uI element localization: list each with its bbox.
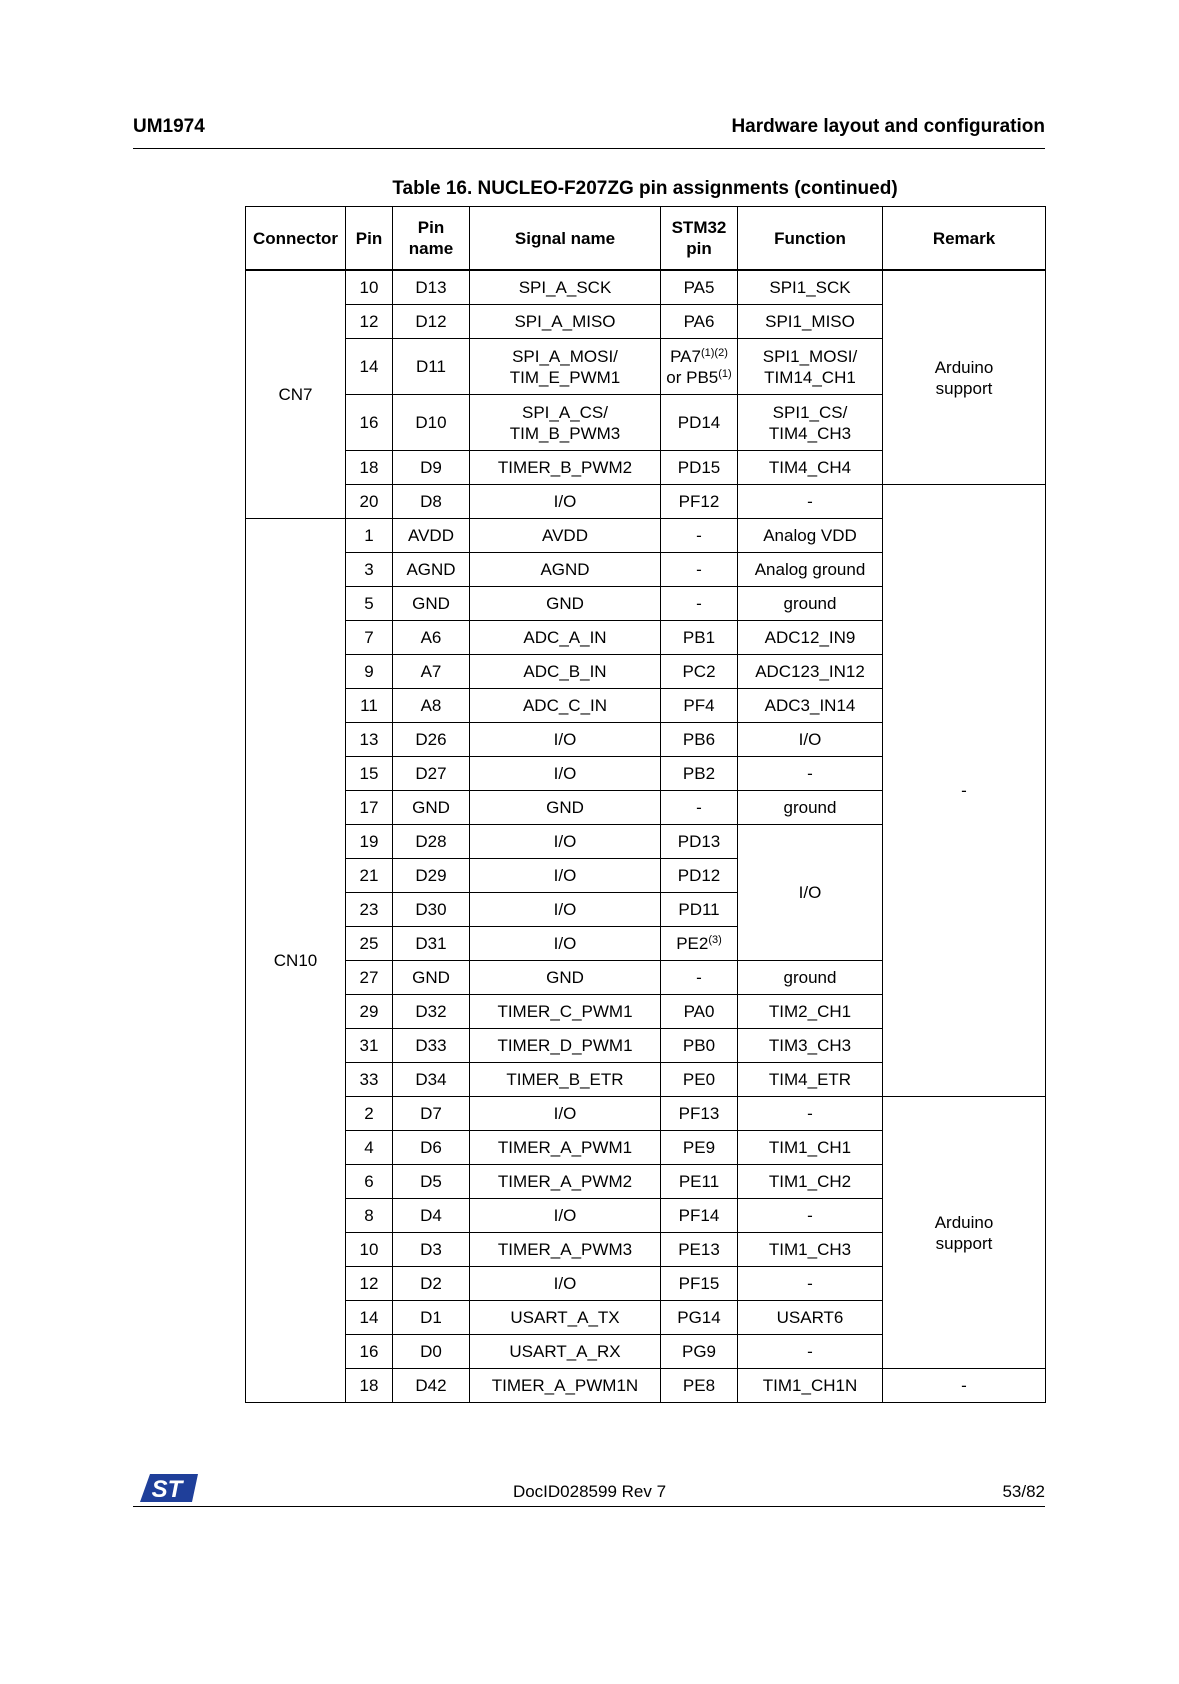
stm32-pin-cell: PC2	[661, 655, 738, 689]
function-cell: -	[738, 757, 883, 791]
header-divider	[133, 148, 1045, 149]
pin-cell: 18	[346, 451, 393, 485]
function-cell: Analog VDD	[738, 519, 883, 553]
table-row	[246, 1369, 1046, 1403]
document-code: UM1974	[133, 116, 205, 137]
signal-cell: AGND	[470, 553, 661, 587]
pin-name-cell: D13	[393, 270, 470, 305]
stm32-pin-cell: $PA7^{(1)(2)}$ or PB5$^{(1)}$	[661, 339, 738, 395]
stm32-pin-cell: PE0	[661, 1063, 738, 1097]
pin-cell: 14	[346, 339, 393, 395]
stm32-pin-cell: -	[661, 587, 738, 621]
pin-cell: 16	[346, 1335, 393, 1369]
function-cell: -	[738, 485, 883, 519]
pin-name-cell: A8	[393, 689, 470, 723]
pin-name-cell: D8	[393, 485, 470, 519]
pin-cell: 11	[346, 689, 393, 723]
remark-cell: Arduino support	[883, 270, 1046, 485]
signal-cell: GND	[470, 791, 661, 825]
function-cell: TIM4_ETR	[738, 1063, 883, 1097]
function-cell: ground	[738, 587, 883, 621]
pin-name-cell: A7	[393, 655, 470, 689]
remark-cell: -	[883, 485, 1046, 1097]
stm32-pin-cell: PD14	[661, 395, 738, 451]
stm32-pin-cell: PB0	[661, 1029, 738, 1063]
function-cell: -	[738, 1097, 883, 1131]
pin-name-cell: GND	[393, 961, 470, 995]
function-cell: -	[738, 1199, 883, 1233]
pin-cell: 2	[346, 1097, 393, 1131]
stm32-pin-cell: PE13	[661, 1233, 738, 1267]
document-id: DocID028599 Rev 7	[512, 1482, 667, 1501]
pin-cell: 20	[346, 485, 393, 519]
stm32-pin-cell: PD15	[661, 451, 738, 485]
function-cell: TIM2_CH1	[738, 995, 883, 1029]
pin-cell: 9	[346, 655, 393, 689]
pin-name-cell: D7	[393, 1097, 470, 1131]
pin-name-cell: D5	[393, 1165, 470, 1199]
signal-cell: SPI_A_CS/ TIM_B_PWM3	[470, 395, 661, 451]
pin-name-cell: GND	[393, 791, 470, 825]
stm32-pin-cell: PD12	[661, 859, 738, 893]
pin-cell: 1	[346, 519, 393, 553]
function-cell: TIM4_CH4	[738, 451, 883, 485]
pin-name-cell: D29	[393, 859, 470, 893]
stm32-pin-cell: PE2$^{(3)}$	[661, 927, 738, 961]
function-cell: SPI1_MOSI/ TIM14_CH1	[738, 339, 883, 395]
pin-cell: 18	[346, 1369, 393, 1403]
col-connector: Connector	[246, 207, 346, 271]
stm32-pin-cell: PB6	[661, 723, 738, 757]
connector-cell: CN10	[246, 519, 346, 1403]
pin-cell: 13	[346, 723, 393, 757]
signal-cell: I/O	[470, 485, 661, 519]
signal-cell: GND	[470, 587, 661, 621]
signal-cell: TIMER_C_PWM1	[470, 995, 661, 1029]
pin-name-cell: D0	[393, 1335, 470, 1369]
stm32-pin-cell: PG9	[661, 1335, 738, 1369]
col-pin-name: Pin name	[393, 207, 470, 271]
stm32-pin-cell: PE8	[661, 1369, 738, 1403]
signal-cell: I/O	[470, 1267, 661, 1301]
pin-cell: 3	[346, 553, 393, 587]
stm32-pin-cell: -	[661, 519, 738, 553]
table-header-row	[246, 207, 1046, 271]
pin-cell: 4	[346, 1131, 393, 1165]
stm32-pin-cell: PA5	[661, 270, 738, 305]
stm32-pin-cell: PD13	[661, 825, 738, 859]
pin-cell: 10	[346, 1233, 393, 1267]
signal-cell: I/O	[470, 1097, 661, 1131]
signal-cell: I/O	[470, 723, 661, 757]
stm32-pin-cell: PE11	[661, 1165, 738, 1199]
pin-name-cell: D26	[393, 723, 470, 757]
signal-cell: SPI_A_MOSI/ TIM_E_PWM1	[470, 339, 661, 395]
pin-cell: 12	[346, 1267, 393, 1301]
signal-cell: SPI_A_MISO	[470, 305, 661, 339]
pin-name-cell: D31	[393, 927, 470, 961]
pin-name-cell: D32	[393, 995, 470, 1029]
pin-name-cell: GND	[393, 587, 470, 621]
function-cell: TIM1_CH3	[738, 1233, 883, 1267]
pin-cell: 21	[346, 859, 393, 893]
function-cell: SPI1_CS/ TIM4_CH3	[738, 395, 883, 451]
svg-text:ST: ST	[151, 1476, 183, 1503]
table-title: Table 16. NUCLEO-F207ZG pin assignments (continued)	[392, 178, 898, 199]
stm32-pin-cell: PA0	[661, 995, 738, 1029]
pin-cell: 29	[346, 995, 393, 1029]
function-cell: TIM1_CH1	[738, 1131, 883, 1165]
table-row	[246, 270, 1046, 305]
col-remark: Remark	[883, 207, 1046, 271]
pin-name-cell: D1	[393, 1301, 470, 1335]
col-pin: Pin	[346, 207, 393, 271]
stm32-pin-cell: -	[661, 791, 738, 825]
stm32-pin-cell: PF4	[661, 689, 738, 723]
pin-name-cell: D34	[393, 1063, 470, 1097]
stm32-pin-cell: PE9	[661, 1131, 738, 1165]
pin-cell: 12	[346, 305, 393, 339]
pin-name-cell: D9	[393, 451, 470, 485]
signal-cell: TIMER_B_PWM2	[470, 451, 661, 485]
function-cell: -	[738, 1335, 883, 1369]
pin-cell: 5	[346, 587, 393, 621]
stm32-pin-cell: PF12	[661, 485, 738, 519]
function-cell: ADC3_IN14	[738, 689, 883, 723]
function-cell: ground	[738, 961, 883, 995]
stm32-pin-cell: -	[661, 961, 738, 995]
signal-cell: I/O	[470, 825, 661, 859]
signal-cell: TIMER_D_PWM1	[470, 1029, 661, 1063]
function-cell: USART6	[738, 1301, 883, 1335]
signal-cell: AVDD	[470, 519, 661, 553]
function-cell: I/O	[738, 723, 883, 757]
pin-cell: 14	[346, 1301, 393, 1335]
signal-cell: SPI_A_SCK	[470, 270, 661, 305]
remark-cell: Arduino support	[883, 1097, 1046, 1369]
footer-divider	[133, 1506, 1045, 1507]
pin-name-cell: A6	[393, 621, 470, 655]
pin-name-cell: D2	[393, 1267, 470, 1301]
connector-cell: CN7	[246, 270, 346, 519]
stm32-pin-cell: PG14	[661, 1301, 738, 1335]
stm32-pin-cell: PB2	[661, 757, 738, 791]
function-cell: ground	[738, 791, 883, 825]
signal-cell: TIMER_A_PWM2	[470, 1165, 661, 1199]
signal-cell: USART_A_TX	[470, 1301, 661, 1335]
pin-name-cell: D28	[393, 825, 470, 859]
pin-cell: 23	[346, 893, 393, 927]
function-cell: SPI1_MISO	[738, 305, 883, 339]
col-signal-name: Signal name	[470, 207, 661, 271]
pin-name-cell: AGND	[393, 553, 470, 587]
stm32-pin-cell: -	[661, 553, 738, 587]
pin-cell: 33	[346, 1063, 393, 1097]
remark-cell: -	[883, 1369, 1046, 1403]
signal-cell: GND	[470, 961, 661, 995]
table-row	[246, 1097, 1046, 1131]
signal-cell: I/O	[470, 859, 661, 893]
pin-name-cell: D27	[393, 757, 470, 791]
pin-name-cell: AVDD	[393, 519, 470, 553]
function-cell: -	[738, 1267, 883, 1301]
signal-cell: TIMER_B_ETR	[470, 1063, 661, 1097]
function-cell: SPI1_SCK	[738, 270, 883, 305]
stm32-pin-cell: PD11	[661, 893, 738, 927]
function-cell: TIM1_CH2	[738, 1165, 883, 1199]
signal-cell: USART_A_RX	[470, 1335, 661, 1369]
signal-cell: I/O	[470, 893, 661, 927]
pin-cell: 17	[346, 791, 393, 825]
pin-cell: 15	[346, 757, 393, 791]
pin-name-cell: D10	[393, 395, 470, 451]
section-title: Hardware layout and configuration	[731, 116, 1045, 137]
function-cell: ADC12_IN9	[738, 621, 883, 655]
pin-name-cell: D3	[393, 1233, 470, 1267]
pin-name-cell: D33	[393, 1029, 470, 1063]
pin-name-cell: D30	[393, 893, 470, 927]
pin-cell: 25	[346, 927, 393, 961]
pin-cell: 16	[346, 395, 393, 451]
pin-cell: 31	[346, 1029, 393, 1063]
signal-cell: ADC_A_IN	[470, 621, 661, 655]
pin-cell: 19	[346, 825, 393, 859]
pin-name-cell: D11	[393, 339, 470, 395]
signal-cell: I/O	[470, 1199, 661, 1233]
stm32-pin-cell: PF13	[661, 1097, 738, 1131]
col-stm32-pin: STM32 pin	[661, 207, 738, 271]
pin-name-cell: D6	[393, 1131, 470, 1165]
signal-cell: I/O	[470, 757, 661, 791]
pin-cell: 8	[346, 1199, 393, 1233]
signal-cell: TIMER_A_PWM1N	[470, 1369, 661, 1403]
function-cell: ADC123_IN12	[738, 655, 883, 689]
signal-cell: TIMER_A_PWM3	[470, 1233, 661, 1267]
col-function: Function	[738, 207, 883, 271]
signal-cell: TIMER_A_PWM1	[470, 1131, 661, 1165]
signal-cell: ADC_B_IN	[470, 655, 661, 689]
table-row	[246, 485, 1046, 519]
page-number: 53/82	[1002, 1482, 1045, 1501]
function-cell: TIM3_CH3	[738, 1029, 883, 1063]
pin-cell: 27	[346, 961, 393, 995]
pin-assignments-table	[245, 206, 1046, 1403]
function-cell: Analog ground	[738, 553, 883, 587]
function-cell: TIM1_CH1N	[738, 1369, 883, 1403]
stm32-pin-cell: PB1	[661, 621, 738, 655]
pin-cell: 6	[346, 1165, 393, 1199]
function-cell: I/O	[738, 825, 883, 961]
stm32-pin-cell: PA6	[661, 305, 738, 339]
signal-cell: I/O	[470, 927, 661, 961]
signal-cell: ADC_C_IN	[470, 689, 661, 723]
pin-name-cell: D12	[393, 305, 470, 339]
stm32-pin-cell: PF15	[661, 1267, 738, 1301]
pin-name-cell: D4	[393, 1199, 470, 1233]
stm32-pin-cell: PF14	[661, 1199, 738, 1233]
pin-name-cell: D42	[393, 1369, 470, 1403]
pin-cell: 10	[346, 270, 393, 305]
pin-cell: 7	[346, 621, 393, 655]
